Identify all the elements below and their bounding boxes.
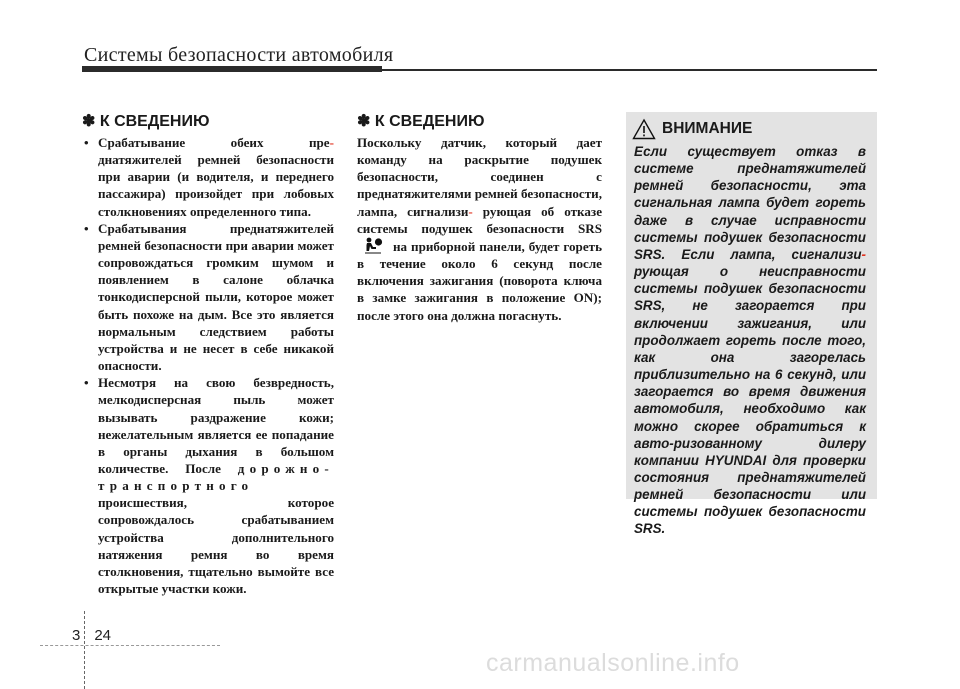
page-number: [72, 627, 111, 644]
hyphen-mark: -: [468, 203, 473, 219]
note-item-1: [82, 134, 334, 220]
note-list: [82, 134, 334, 597]
note-heading-1: ✽ К СВЕДЕНИЮ: [82, 113, 210, 130]
note-heading-2: ✽ К СВЕДЕНИЮ: [357, 113, 485, 130]
note-paragraph: [357, 134, 602, 324]
note-paragraph-text-b: рующая об отказе системы подушек безопасности SRS: [357, 203, 603, 236]
hyphen-mark: -: [861, 246, 866, 262]
note-column-1: [82, 112, 334, 597]
note-item-3-text-c: происшествия, которое сопровождалось срабатыванием устройства дополнительного натяжения ремня во время столкновения, тщательно вымойте все открытые участки кожи.: [98, 495, 334, 597]
note-column-2: [357, 112, 602, 324]
note-paragraph-text-c: на приборной панели, будет гореть в течение около 6 секунд после включения зажигания (поворота ключа в замке зажигания в положение ON); после этого она должна погаснуть.: [357, 238, 602, 323]
header-rule: [382, 69, 877, 71]
note-item-3-text-b: дорожно-транспортного: [98, 460, 334, 494]
section-title: Системы безопасности автомобиля: [84, 44, 394, 66]
warning-heading: [632, 118, 752, 140]
footer-rule: [40, 645, 220, 646]
page-index: 24: [94, 627, 112, 644]
warning-text: [634, 143, 866, 538]
footer-divider: [84, 611, 85, 689]
hyphen-mark: -: [329, 135, 334, 150]
note-item-3: [82, 374, 334, 597]
warning-text-a: Если существует отказ в системе преднатяжителей ремней безопасности, эта сигнальная лампа будет гореть даже в случае исправности системы подушек безопасности SRS. Если лампа, сигнализи: [634, 144, 866, 262]
note-item-3-text-a: Несмотря на свою безвредность, мелкодисперсная пыль может вызывать раздражение кожи; нежелательным является ее попадание в органы дыхания в большом количестве. После: [98, 375, 334, 476]
warning-triangle-icon: [632, 118, 656, 140]
header-bar: [82, 66, 382, 72]
srs-airbag-warning-icon: [363, 237, 383, 254]
warning-heading-label: ВНИМАНИЕ: [662, 120, 753, 137]
watermark: carmanualsonline.info: [486, 649, 740, 677]
warning-text-b: рующая о неисправности системы подушек безопасности SRS, не загорается при включении зажигания, или продолжает гореть после того, как она загорелась приблизительно на 6 секунд, или загорается во время движения автомобиля, необходимо как можно скорее обратиться к авто-ризованному дилеру компании HYUNDAI для проверки состояния преднатяжителей ремней безопасности или системы подушек безопасности SRS.: [634, 264, 866, 537]
note-item-1-text-a: Срабатывание обеих пре: [98, 135, 330, 150]
note-item-1-text-b: днатяжителей ремней безопасности при аварии (и водителя, и переднего пассажира) произойдет при лобовых столкновениях определенного типа.: [98, 152, 334, 219]
chapter-number: 3: [72, 627, 81, 644]
note-paragraph-text-a: Поскольку датчик, который дает команду на раскрытие подушек безопасности, соединен с преднатяжителями ремней безопасности, лампа, сигнализи: [357, 135, 602, 219]
note-item-2: • Срабатывания преднатяжителей ремней безопасности при аварии может сопровождаться громким шумом и появлением в салоне облачка тонкодисперсной пыли, которое может быть похоже на дым. Все это является нормальным следствием работы устройства и не несет в себе никакой опасности.: [82, 220, 334, 374]
